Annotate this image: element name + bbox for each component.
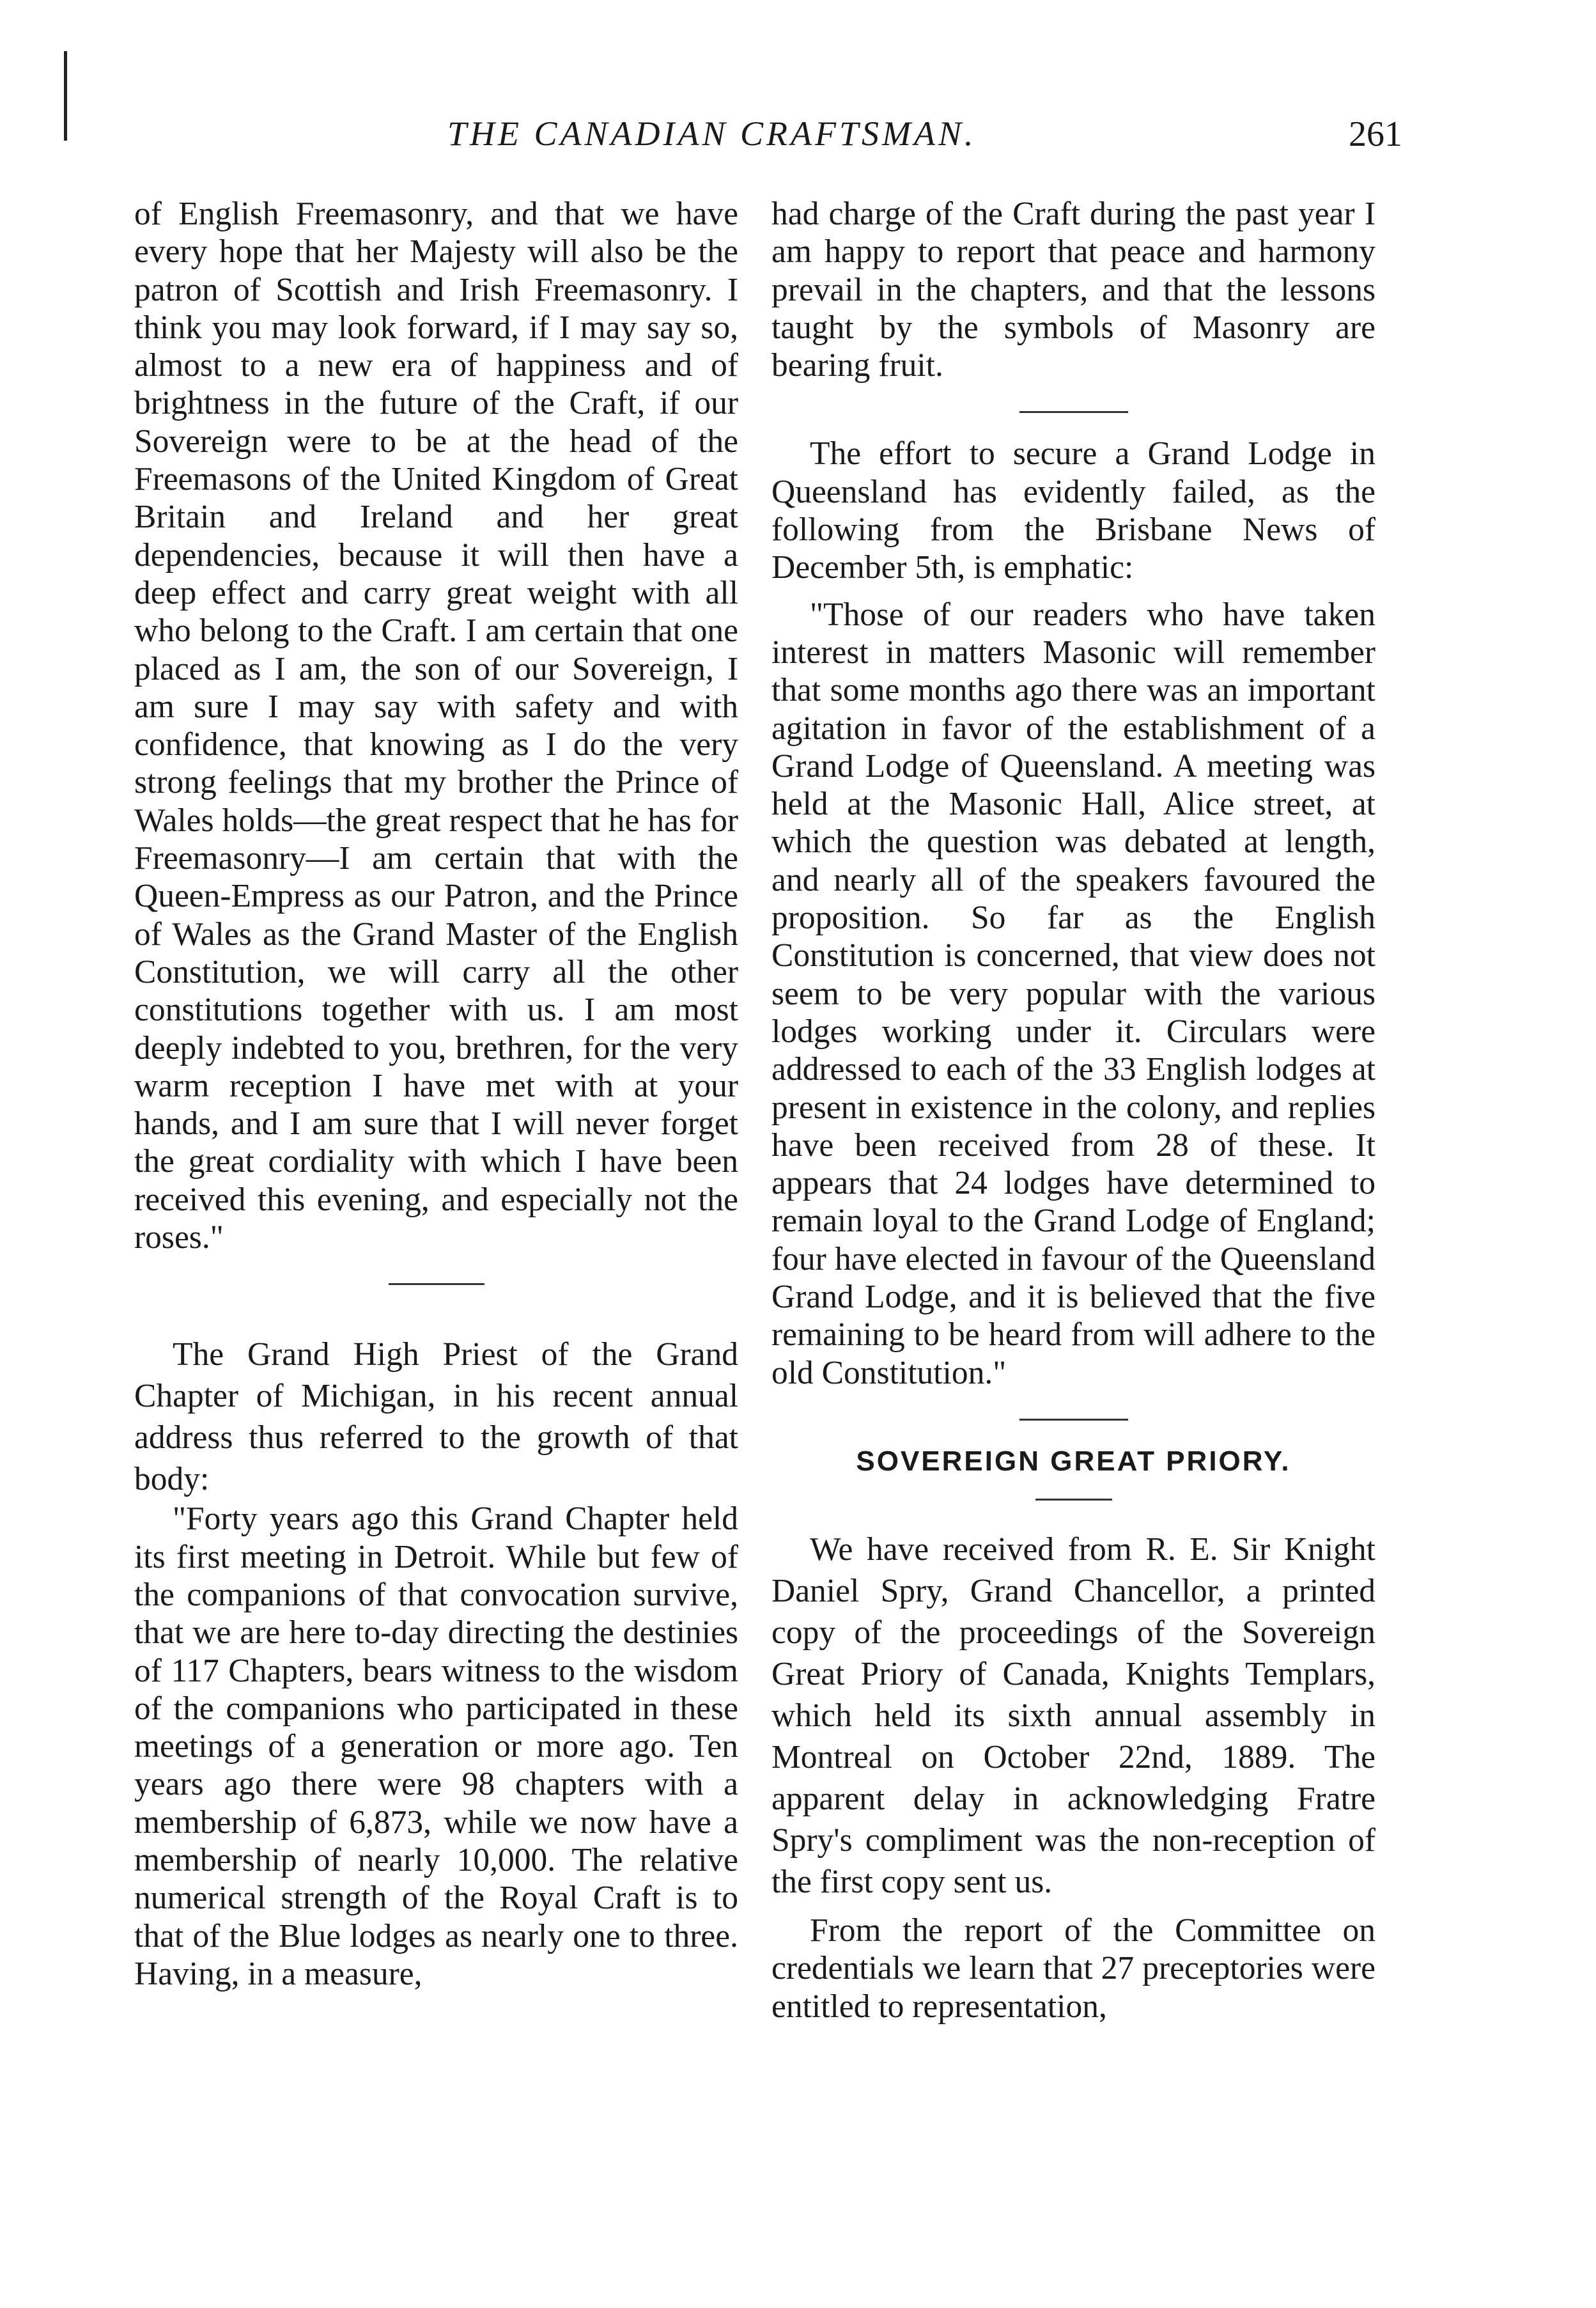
committee-paragraph: From the report of the Committee on credentials we learn that 27 preceptories were entitled to representation, [771, 1912, 1375, 2025]
right-column [771, 195, 1375, 2025]
speech-continuation-paragraph: of English Freemasonry, and that we have every hope that her Majesty will also be the patron of Scottish and Irish Freemasonry. I think you may look forward, if I may say so, almost to a new era of happiness and of brightness in the future of the Craft, if our Sovereign were to be at the head of the Freemasons of the United Kingdom of Great Britain and Ireland and her great dependencies, because it will then have a deep effect and carry great weight with all who belong to the Craft. I am certain that one placed as I am, the son of our Sovereign, I am sure I may say with safety and with confidence, that knowing as I do the very strong feelings that my brother the Prince of Wales holds—the great respect that he has for Freemasonry—I am certain that with the Queen-Empress as our Patron, and the Prince of Wales as the Grand Master of the English Constitution, we will carry all the other constitutions together with us. I am most deeply indebted to you, brethren, for the very warm reception I have met with at your hands, and I am sure that I will never forget the great cordiality with which I have been received this evening, and especially not the roses." [134, 196, 738, 1256]
section-divider [1019, 1419, 1128, 1421]
running-head [0, 114, 1596, 171]
grand-chapter-quote-paragraph: "Forty years ago this Grand Chapter held its first meeting in Detroit. While but few of the companions of that convocation survive, that we are here to-day directing the destinies of 117 Chapters, bears witness to the wisdom of the companions who participated in these meetings of a generation or more ago. Ten years ago there were 98 chapters with a membership of 6,873, while we now have a membership of nearly 10,000. The relative numerical strength of the Royal Craft is to that of the Blue lodges as nearly one to three. Having, in a measure, [134, 1501, 738, 1992]
queensland-intro-paragraph: The effort to secure a Grand Lodge in Queensland has evidently failed, as the following from the Brisbane News of December 5th, is emphatic: [771, 435, 1375, 586]
priory-paragraph: We have received from R. E. Sir Knight Daniel Spry, Grand Chancellor, a printed copy of the proceedings of the Sovereign Great Priory of Canada, Knights Templars, which held its sixth annual assembly in Montreal on October 22nd, 1889. The apparent delay in acknowledging Fratre Spry's compliment was the non-reception of the first copy sent us. [771, 1531, 1375, 1900]
section-divider [389, 1283, 484, 1285]
running-title: THE CANADIAN CRAFTSMAN. [447, 114, 977, 153]
heading-underline [1035, 1499, 1112, 1501]
left-column [134, 195, 738, 1993]
section-divider [1019, 411, 1128, 413]
page-number: 261 [1349, 114, 1402, 154]
grand-chapter-intro-paragraph: The Grand High Priest of the Grand Chapter of Michigan, in his recent annual address thus referred to the growth of that body: [134, 1336, 738, 1498]
queensland-quote-paragraph: "Those of our readers who have taken interest in matters Masonic will remember that some months ago there was an important agitation in favor of the establishment of a Grand Lodge of Queensland. A meeting was held at the Masonic Hall, Alice street, at which the question was debated at length, and nearly all of the speakers favoured the proposition. So far as the English Constitution is concerned, that view does not seem to be very popular with the various lodges working under it. Circulars were addressed to each of the 33 English lodges at present in existence in the colony, and replies have been received from 28 of these. It appears that 24 lodges have determined to remain loyal to the Grand Lodge of England; four have elected in favour of the Queensland Grand Lodge, and it is believed that the five remaining to be heard from will adhere to the old Constitution." [771, 596, 1375, 1391]
chapter-report-paragraph: had charge of the Craft during the past year I am happy to report that peace and harmony prevail in the chapters, and that the lessons taught by the symbols of Masonry are bearing fruit. [771, 196, 1375, 384]
section-heading: SOVEREIGN GREAT PRIORY. [856, 1445, 1291, 1477]
